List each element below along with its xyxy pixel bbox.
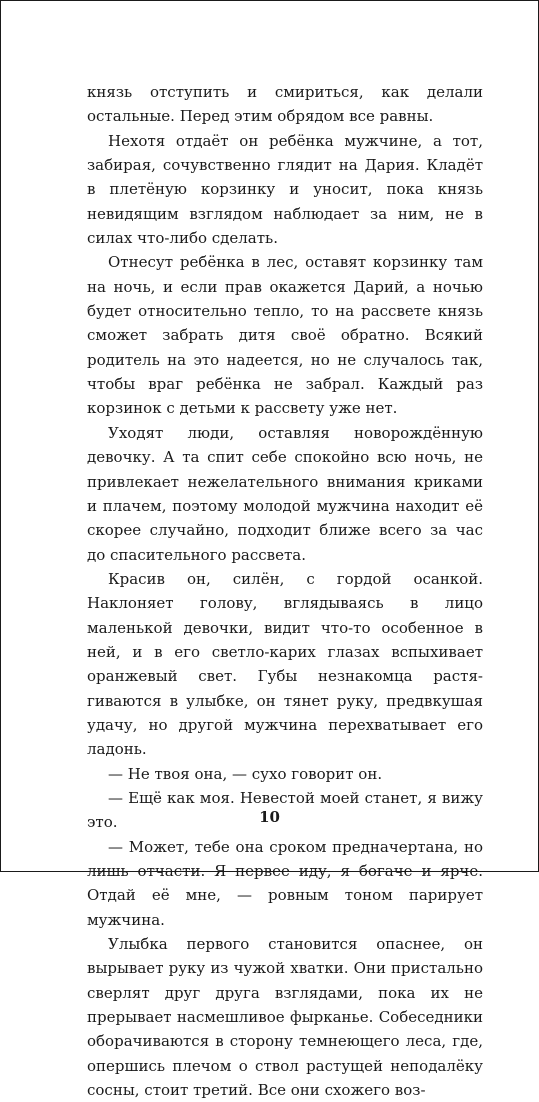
paragraph-2: Нехотя отдаёт он ребёнка мужчине, а тот, забирая, сочувственно глядит на Дария. Кладёт в плетёную корзинку и уносит, пока князь невидящим взглядом наблюдает за ним, не в силах что-либо сделать. bbox=[87, 131, 483, 248]
dialogue-line-2: — Ещё как моя. Невестой моей станет, я вижу это. bbox=[87, 788, 483, 832]
page-number: 10 bbox=[259, 808, 280, 826]
paragraph-5: Красив он, силён, с гордой осанкой. Наклоняет голову, вглядываясь в лицо маленькой девочки, видит что-то особенное в ней, и в его светло-карих глазах вспыхивает оранжевый свет. Губы незнакомца растягиваются в улыбке, он тянет руку, предвкушая удачу, но другой мужчина перехватывает его ладонь. bbox=[87, 569, 483, 759]
paragraph-4: Уходят люди, оставляя новорождённую девочку. А та спит себе спокойно всю ночь, не привлекает нежелательного внимания криками и плачем, поэтому молодой мужчина находит её скорее случайно, подходит ближе всего за час до спасительного рассвета. bbox=[87, 423, 483, 564]
paragraph-6: Улыбка первого становится опаснее, он вырывает руку из чужой хватки. Они пристально сверлят друг друга взглядами, пока их не прерывает насмешливое фырканье. Собеседники оборачиваются в сторону темнеющего леса, где, опершись плечом о ствол растущей неподалёку сосны, стоит третий. Все они схожего воз- bbox=[87, 935, 483, 1100]
paragraph-3: Отнесут ребёнка в лес, оставят корзинку там на ночь, и если прав окажется Дарий, а ночью будет относительно тепло, то на рассвете князь сможет забрать дитя своё обратно. Всякий родитель на это надеется, но не случалось так, чтобы враг ребёнка не забрал. Каждый раз корзинок с детьми к рассвету уже нет. bbox=[87, 253, 483, 418]
paragraph-1: князь отступить и смириться, как делали остальные. Перед этим обрядом все равны. bbox=[87, 83, 483, 126]
body-text bbox=[87, 80, 483, 1102]
dialogue-line-1: — Не твоя она, — сухо говорит он. bbox=[108, 764, 383, 783]
dialogue-line-3: — Может, тебе она сроком предначертана, но лишь отчасти. Я первее иду, я богаче и ярче. Отдай её мне, — ровным тоном парирует мужчина. bbox=[87, 837, 483, 929]
